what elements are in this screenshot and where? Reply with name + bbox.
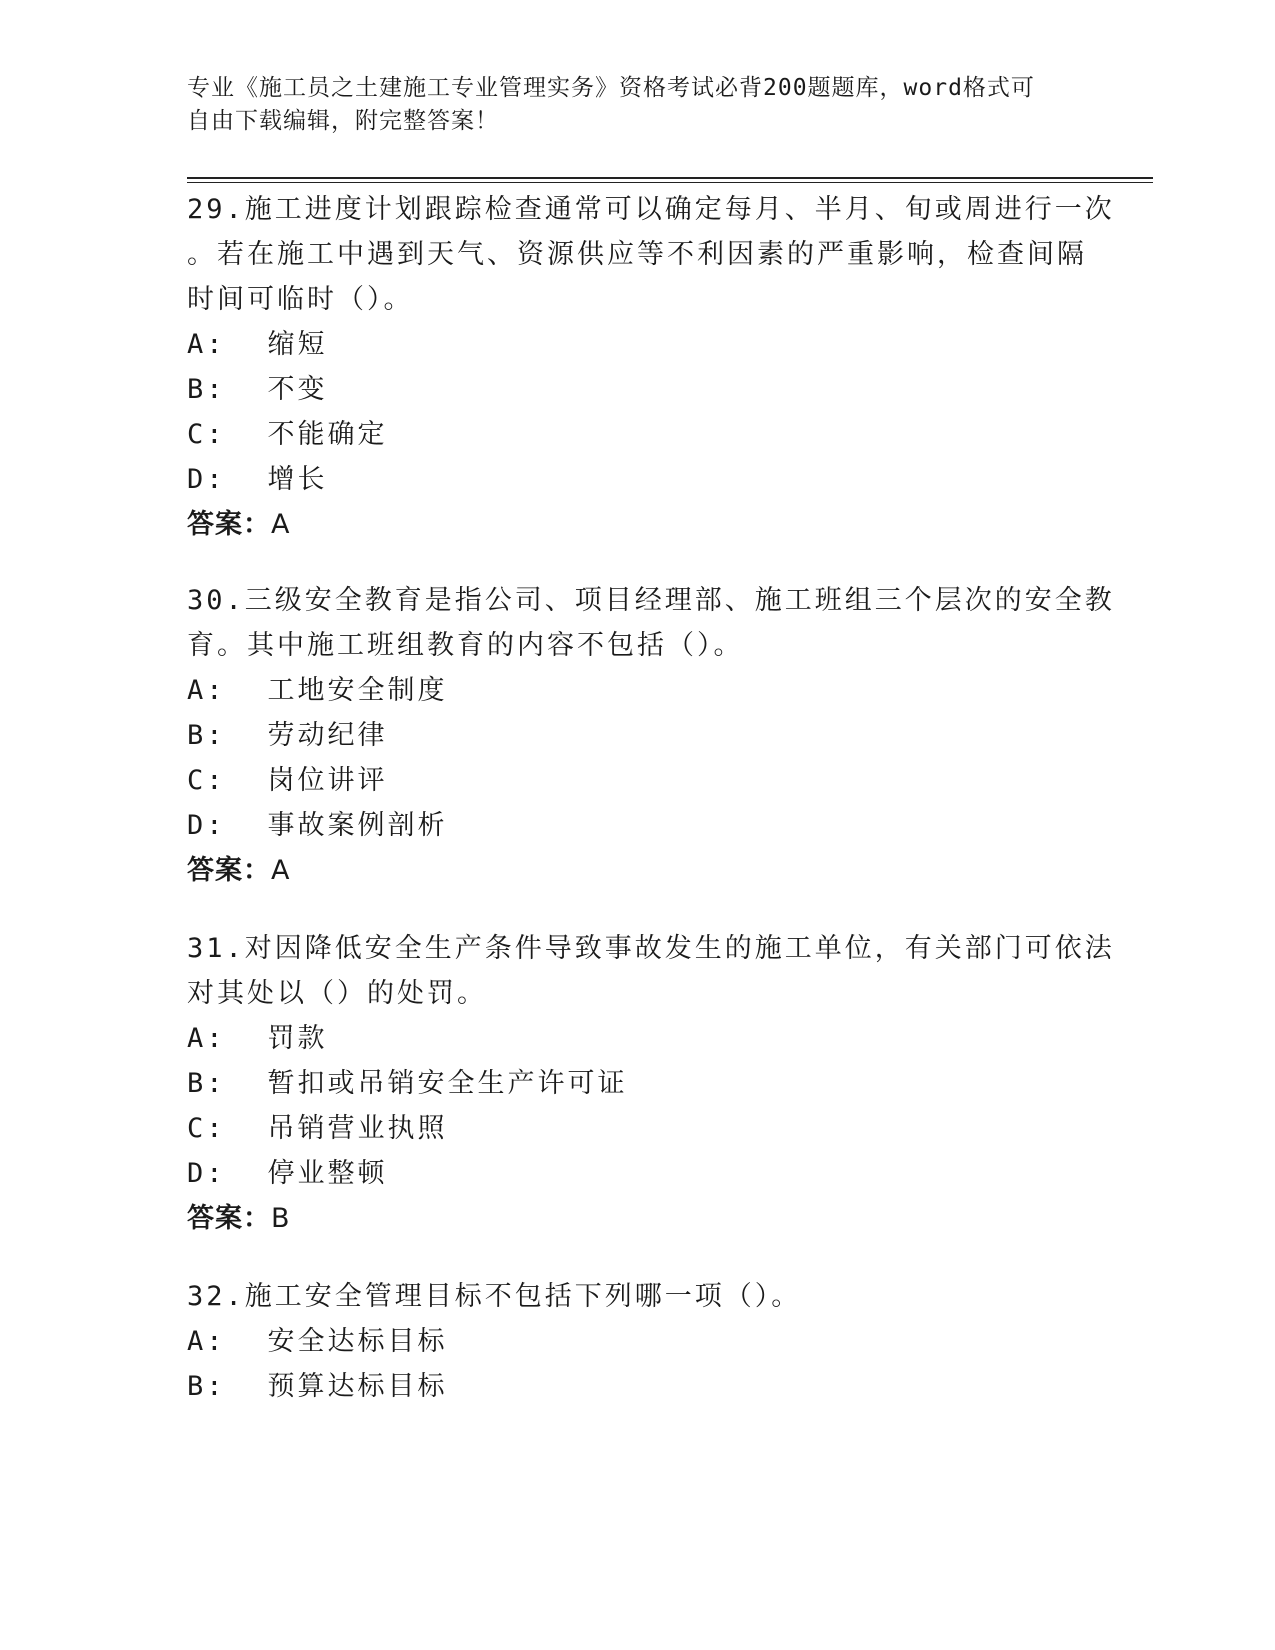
option-b xyxy=(187,367,1087,412)
question-stem xyxy=(187,578,1115,668)
option-key: D: xyxy=(187,464,226,495)
option-text: 岗位讲评 xyxy=(267,765,388,796)
answer-line xyxy=(187,848,1087,893)
stem-line: 时间可临时（）。 xyxy=(187,284,414,315)
question-stem xyxy=(187,926,1115,1016)
stem-line: 30.三级安全教育是指公司、项目经理部、施工班组三个层次的安全教 xyxy=(187,585,1115,616)
header-line: 专业《施工员之土建施工专业管理实务》资格考试必背200题题库，word格式可 xyxy=(187,75,1035,101)
question-stem xyxy=(187,1274,1087,1319)
document-header xyxy=(187,72,1067,138)
question-29 xyxy=(187,187,1115,547)
option-b xyxy=(187,1061,1087,1106)
header-divider xyxy=(187,182,1153,183)
option-key: B: xyxy=(187,720,226,751)
option-text: 罚款 xyxy=(267,1023,328,1054)
option-a xyxy=(187,668,1087,713)
option-text: 不变 xyxy=(267,374,328,405)
answer-label: 答案： xyxy=(187,855,271,886)
option-c xyxy=(187,1106,1087,1151)
stem-line: 29.施工进度计划跟踪检查通常可以确定每月、半月、旬或周进行一次 xyxy=(187,194,1115,225)
option-key: C: xyxy=(187,419,226,450)
option-b xyxy=(187,1364,1087,1409)
question-stem xyxy=(187,187,1115,322)
option-key: C: xyxy=(187,765,226,796)
header-line: 自由下载编辑，附完整答案！ xyxy=(187,108,499,134)
option-key: B: xyxy=(187,374,226,405)
option-d xyxy=(187,457,1087,502)
question-31 xyxy=(187,926,1115,1241)
stem-line: 育。其中施工班组教育的内容不包括（）。 xyxy=(187,630,744,661)
answer-value: A xyxy=(271,509,291,540)
option-c xyxy=(187,412,1087,457)
answer-line xyxy=(187,1196,1087,1241)
option-text: 事故案例剖析 xyxy=(267,810,448,841)
answer-value: B xyxy=(271,1203,291,1234)
option-c xyxy=(187,758,1087,803)
option-text: 劳动纪律 xyxy=(267,720,388,751)
option-a xyxy=(187,322,1087,367)
option-b xyxy=(187,713,1087,758)
option-text: 暂扣或吊销安全生产许可证 xyxy=(267,1068,628,1099)
stem-line: 对其处以（）的处罚。 xyxy=(187,978,487,1009)
header-divider xyxy=(187,177,1153,179)
option-key: C: xyxy=(187,1113,226,1144)
option-key: A: xyxy=(187,1023,226,1054)
option-text: 工地安全制度 xyxy=(267,675,448,706)
question-30 xyxy=(187,578,1115,893)
option-a xyxy=(187,1319,1087,1364)
option-key: B: xyxy=(187,1371,226,1402)
option-key: A: xyxy=(187,675,226,706)
answer-label: 答案： xyxy=(187,509,271,540)
option-text: 预算达标目标 xyxy=(267,1371,448,1402)
stem-line: 32.施工安全管理目标不包括下列哪一项（）。 xyxy=(187,1281,802,1312)
option-a xyxy=(187,1016,1087,1061)
option-text: 增长 xyxy=(267,464,328,495)
option-key: A: xyxy=(187,1326,226,1357)
option-text: 停业整顿 xyxy=(267,1158,388,1189)
stem-line: 。若在施工中遇到天气、资源供应等不利因素的严重影响，检查间隔 xyxy=(187,239,1087,270)
option-text: 不能确定 xyxy=(267,419,388,450)
option-text: 缩短 xyxy=(267,329,328,360)
stem-line: 31.对因降低安全生产条件导致事故发生的施工单位，有关部门可依法 xyxy=(187,933,1115,964)
answer-label: 答案： xyxy=(187,1203,271,1234)
option-text: 安全达标目标 xyxy=(267,1326,448,1357)
answer-line xyxy=(187,502,1087,547)
answer-value: A xyxy=(271,855,291,886)
option-d xyxy=(187,1151,1087,1196)
option-text: 吊销营业执照 xyxy=(267,1113,448,1144)
option-key: A: xyxy=(187,329,226,360)
option-key: D: xyxy=(187,810,226,841)
option-d xyxy=(187,803,1087,848)
option-key: B: xyxy=(187,1068,226,1099)
option-key: D: xyxy=(187,1158,226,1189)
question-32 xyxy=(187,1274,1087,1409)
